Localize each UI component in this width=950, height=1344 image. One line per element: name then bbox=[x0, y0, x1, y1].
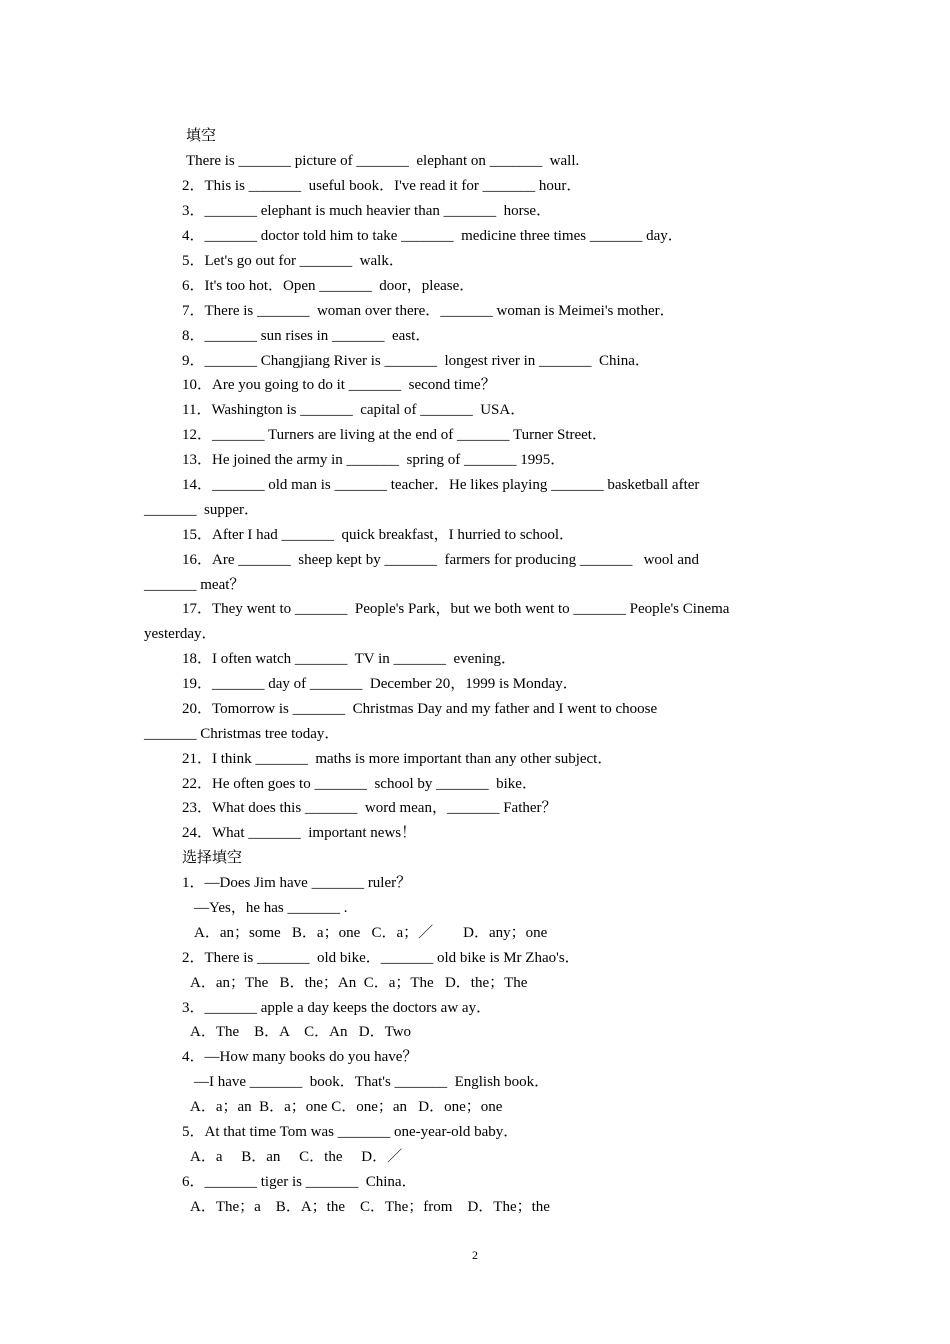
choice-question-4-reply: —I have _______ book．That's _______ English book． bbox=[194, 1074, 550, 1090]
choice-question-1-reply: —Yes，he has _______ . bbox=[194, 900, 348, 916]
fill-blank-item-16: 16．Are _______ sheep kept by _______ farmers for producing _______ wool and bbox=[182, 552, 699, 568]
fill-blank-item-5: 5．Let's go out for _______ walk． bbox=[182, 253, 404, 269]
choice-options-4: A．a；an B．a；one C．one；an D．one；one bbox=[190, 1099, 503, 1115]
choice-question-1: 1．—Does Jim have _______ ruler？ bbox=[182, 875, 412, 891]
choice-question-2: 2．There is _______ old bike．_______ old bike is Mr Zhao's． bbox=[182, 950, 580, 966]
fill-blank-item-22: 22．He often goes to _______ school by _______ bike． bbox=[182, 776, 537, 792]
fill-blank-item-8: 8．_______ sun rises in _______ east． bbox=[182, 328, 431, 344]
fill-blank-item-1: There is _______ picture of _______ elephant on _______ wall. bbox=[186, 153, 580, 169]
fill-blank-item-2: 2．This is _______ useful book．I've read it for _______ hour． bbox=[182, 178, 582, 194]
fill-blank-item-7: 7．There is _______ woman over there．_______ woman is Meimei's mother． bbox=[182, 303, 675, 319]
fill-blank-item-20-cont: _______ Christmas tree today． bbox=[144, 726, 340, 742]
choice-question-6: 6．_______ tiger is _______ China． bbox=[182, 1174, 417, 1190]
fill-blank-item-12: 12．_______ Turners are living at the end of _______ Turner Street． bbox=[182, 427, 607, 443]
fill-blank-item-15: 15．After I had _______ quick breakfast，I hurried to school． bbox=[182, 527, 574, 543]
fill-blank-item-17: 17．They went to _______ People's Park，but we both went to _______ People's Cinema bbox=[182, 601, 730, 617]
choice-question-4: 4．—How many books do you have？ bbox=[182, 1049, 418, 1065]
fill-blank-item-21: 21．I think _______ maths is more important than any other subject． bbox=[182, 751, 613, 767]
fill-blank-item-20: 20．Tomorrow is _______ Christmas Day and my father and I went to choose bbox=[182, 701, 658, 717]
fill-blank-item-24: 24．What _______ important news！ bbox=[182, 825, 417, 841]
fill-blank-item-23: 23．What does this _______ word mean，_______ Father？ bbox=[182, 800, 557, 816]
choice-options-6: A．The；a B．A；the C．The；from D．The；the bbox=[190, 1199, 550, 1215]
fill-blank-item-19: 19．_______ day of _______ December 20，1999 is Monday． bbox=[182, 676, 578, 692]
choice-question-3: 3．_______ apple a day keeps the doctors aw ay． bbox=[182, 1000, 492, 1016]
fill-blank-item-4: 4．_______ doctor told him to take _______ medicine three times _______ day． bbox=[182, 228, 683, 244]
choice-options-5: A．a B．an C．the D．／ bbox=[190, 1149, 403, 1165]
section-title-fill-blank: 填空 bbox=[186, 128, 217, 144]
fill-blank-item-16-cont: _______ meat？ bbox=[144, 577, 245, 593]
page-number: 2 bbox=[472, 1248, 478, 1262]
choice-options-3: A．The B．A C．An D．Two bbox=[190, 1024, 412, 1040]
fill-blank-item-10: 10．Are you going to do it _______ second time？ bbox=[182, 377, 496, 393]
choice-question-5: 5．At that time Tom was _______ one-year-old baby． bbox=[182, 1124, 519, 1140]
fill-blank-item-13: 13．He joined the army in _______ spring of _______ 1995． bbox=[182, 452, 566, 468]
fill-blank-item-6: 6．It's too hot．Open _______ door，please． bbox=[182, 278, 475, 294]
fill-blank-item-18: 18．I often watch _______ TV in _______ evening． bbox=[182, 651, 516, 667]
section-title-multiple-choice: 选择填空 bbox=[182, 850, 243, 866]
fill-blank-item-9: 9．_______ Changjiang River is _______ longest river in _______ China． bbox=[182, 353, 650, 369]
fill-blank-item-11: 11．Washington is _______ capital of _______ USA． bbox=[182, 402, 526, 418]
choice-options-1: A．an；some B．a；one C．a；／ D．any；one bbox=[194, 925, 548, 941]
choice-options-2: A．an；The B．the；An C．a；The D．the；The bbox=[190, 975, 528, 991]
fill-blank-item-14: 14．_______ old man is _______ teacher．He likes playing _______ basketball after bbox=[182, 477, 700, 493]
fill-blank-item-17-cont: yesterday． bbox=[144, 626, 217, 642]
fill-blank-item-14-cont: _______ supper． bbox=[144, 502, 259, 518]
fill-blank-item-3: 3．_______ elephant is much heavier than _______ horse． bbox=[182, 203, 552, 219]
